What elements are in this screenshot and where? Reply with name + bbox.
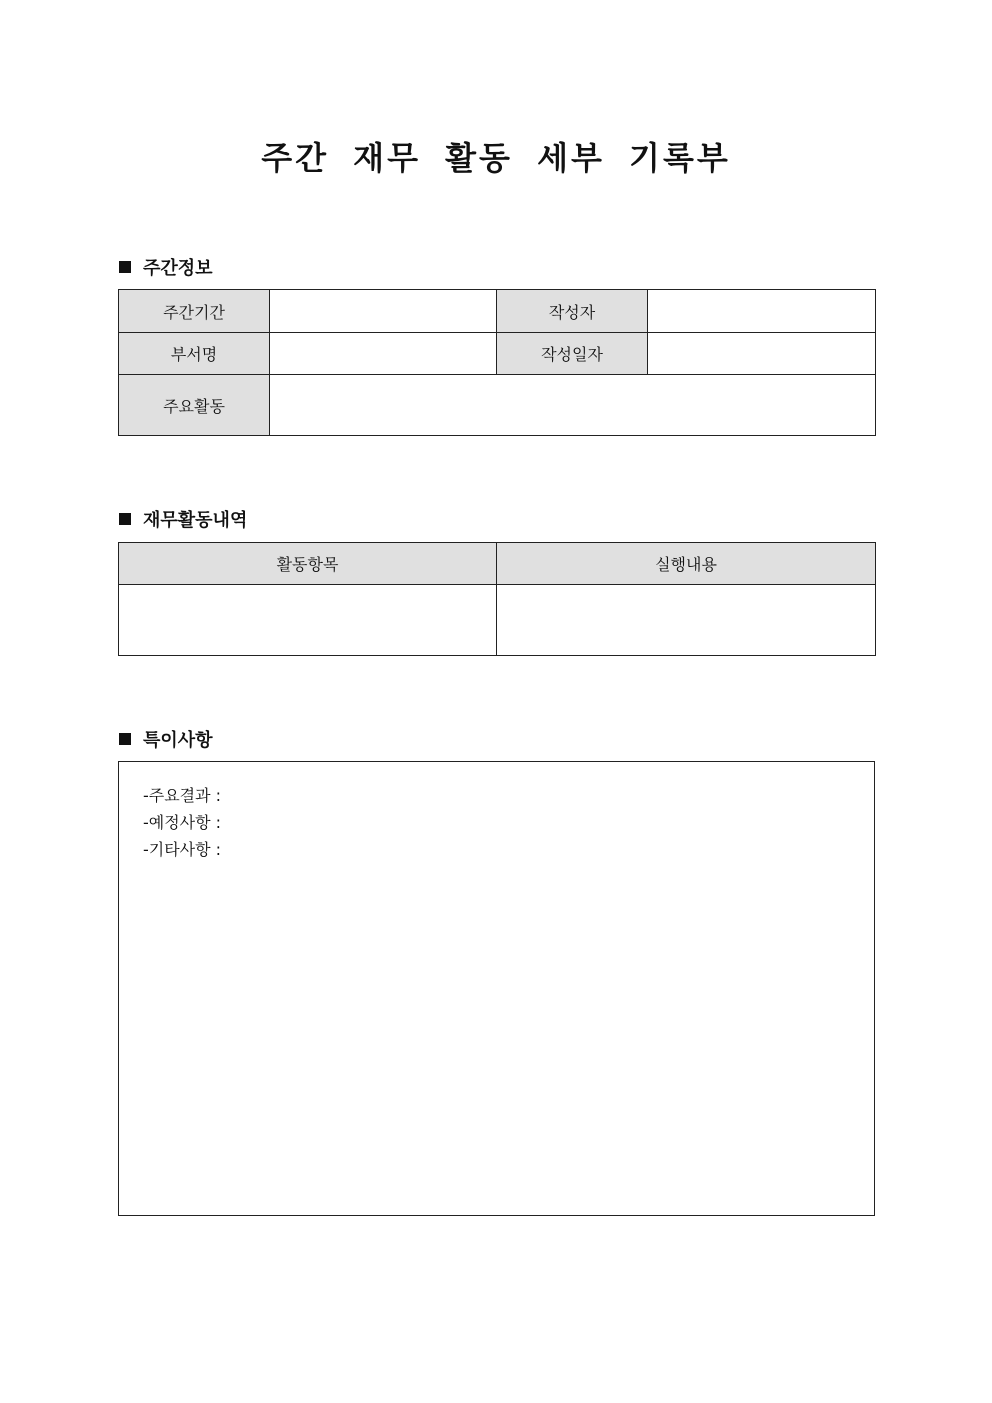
table-header-row: [119, 543, 876, 585]
period-field[interactable]: [270, 290, 497, 333]
notes-box[interactable]: [118, 761, 875, 1216]
period-label: 주간기간: [119, 290, 270, 333]
table-row: [119, 333, 876, 375]
table-row: [119, 375, 876, 436]
square-bullet-icon: [119, 261, 131, 273]
section-heading-financial-activities: [119, 506, 247, 532]
department-field[interactable]: [270, 333, 497, 375]
date-field[interactable]: [648, 333, 876, 375]
note-line-main-results: -주요결과 :: [143, 786, 222, 805]
activity-item-cell[interactable]: [119, 585, 497, 656]
table-row: [119, 290, 876, 333]
main-activity-label: 주요활동: [119, 375, 270, 436]
financial-activities-table: [118, 542, 876, 656]
main-activity-field[interactable]: [270, 375, 876, 436]
section-title: 주간정보: [143, 258, 213, 279]
section-heading-weekly-info: [119, 254, 213, 280]
author-field[interactable]: [648, 290, 876, 333]
weekly-info-table: [118, 289, 876, 436]
section-title: 특이사항: [143, 730, 213, 751]
section-title: 재무활동내역: [143, 510, 248, 531]
table-row: [119, 585, 876, 656]
note-line-other-items: -기타사항 :: [143, 840, 222, 859]
author-label: 작성자: [497, 290, 648, 333]
column-header-execution-details: 실행내용: [497, 543, 876, 585]
execution-details-cell[interactable]: [497, 585, 876, 656]
section-heading-notes: [119, 726, 213, 752]
page-title: 주간 재무 활동 세부 기록부: [261, 139, 731, 177]
department-label: 부서명: [119, 333, 270, 375]
square-bullet-icon: [119, 733, 131, 745]
date-label: 작성일자: [497, 333, 648, 375]
note-line-scheduled-items: -예정사항 :: [143, 813, 222, 832]
notes-lines: [143, 782, 221, 863]
column-header-activity-item: 활동항목: [119, 543, 497, 585]
square-bullet-icon: [119, 513, 131, 525]
